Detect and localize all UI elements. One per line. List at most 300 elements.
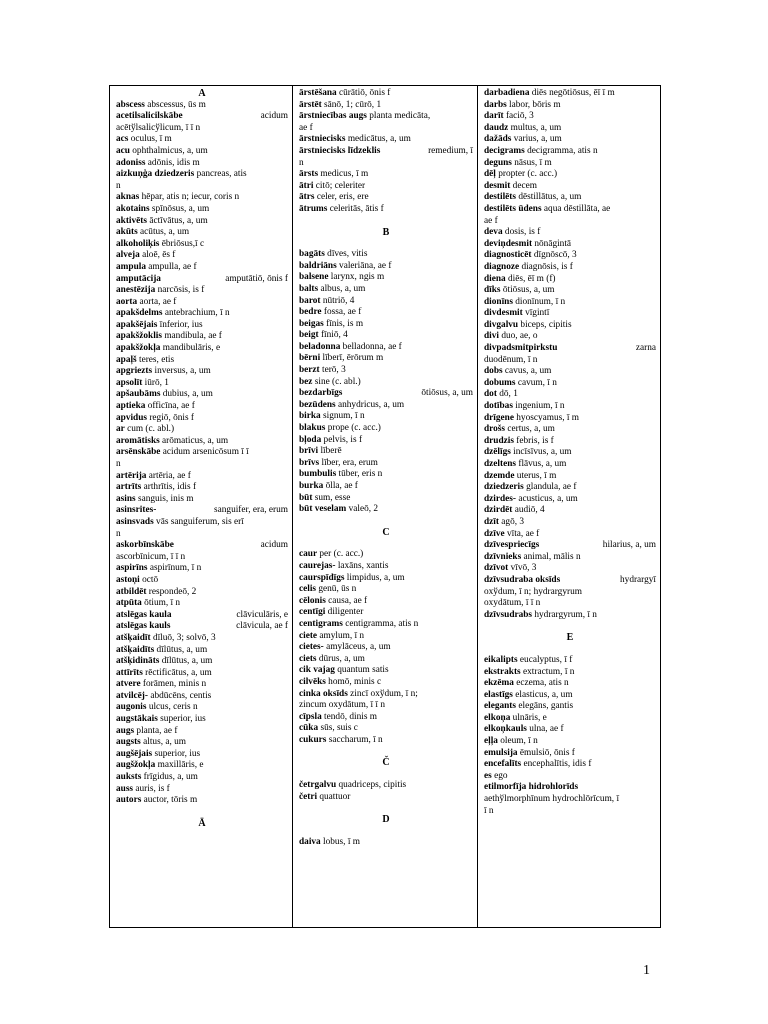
dictionary-entry [116,575,288,587]
entry-definition: anhydricus, a, um [335,399,405,410]
dictionary-entry [299,249,473,261]
section-letter: B [382,226,390,238]
entry-headword: divdesmit [484,308,523,319]
dictionary-entry [116,668,288,680]
dictionary-entry [116,158,288,170]
entry-definition: dosis, is f [502,227,541,238]
entry-headword: augonis [116,702,147,713]
entry-headword: dzīvot [484,563,509,574]
dictionary-entry [299,493,473,505]
dictionary-entry [116,413,288,425]
entry-definition: acidum [260,111,288,122]
entry-headword: beigt [299,330,319,341]
entry-definition: belladonna, ae f [340,341,402,352]
dictionary-entry [484,158,656,170]
entry-headword: asins [116,493,136,504]
dictionary-entry [116,749,288,761]
entry-headword: bļoda [299,434,322,445]
entry-definition: terō, 3 [319,365,346,376]
entry-headword: dēļ [484,169,496,180]
entry-definition: oculus, ī m [128,134,172,145]
entry-headword: ārstēt [299,99,322,110]
entry-headword: caurejas- [299,560,336,571]
entry-definition: aspirīnum, ī n [147,563,202,574]
dictionary-entry [299,481,473,493]
section-letter: C [382,526,390,538]
dictionary-entry [116,610,288,622]
entry-headword: destilēts [484,192,517,203]
entry-definition: labor, bōris m [506,99,561,110]
entry-definition: decigramma, atis n [524,145,598,156]
entry-headword: ekzēma [484,678,514,689]
entry-headword: atvere [116,679,141,690]
dictionary-entry [116,598,288,610]
entry-definition: spīnōsus, a, um [149,203,210,214]
entry-definition: fīnis, is m [323,318,364,329]
entry-definition: uterus, ī m [514,470,557,481]
dictionary-entry [484,250,656,262]
entry-definition: animal, mālis n [521,551,581,562]
dictionary-entry [116,633,288,645]
entry-headword: atpūta [116,598,142,609]
entry-definition: celer, eris, ere [314,192,369,203]
entry-headword: elastīgs [484,689,513,700]
entry-headword: askorbīnskābe [116,540,174,551]
entry-definition: dīluō, 3; solvō, 3 [150,632,216,643]
entry-headword: beigas [299,318,324,329]
dictionary-entry [299,446,473,458]
dictionary-entry [484,459,656,471]
entry-continuation: oxydātum, ī ī n [484,598,541,609]
entry-headword: adoniss [116,157,146,168]
entry-headword: ātrs [299,192,315,203]
entry-continuation: ī n [484,805,494,816]
entry-definition: acūtus, a, um [137,227,190,238]
entry-headword: diena [484,273,506,284]
entry-definition: audiō, 4 [512,505,545,516]
dictionary-entry [116,702,288,714]
dictionary-entry [484,262,656,274]
entry-definition: ampulla, ae f [145,261,197,272]
dictionary-entry [116,726,288,738]
entry-definition: hēpar, atis n; iecur, coris n [139,192,240,203]
entry-headword: drudzis [484,435,514,446]
dictionary-entry [299,619,473,631]
dictionary-entry [484,517,656,529]
entry-headword: darbs [484,99,507,110]
entry-definition: cūrātiō, ōnis f [336,88,391,98]
entry-definition: aorta, ae f [137,296,177,307]
entry-headword: cietes- [299,642,324,653]
entry-headword: dot [484,389,497,400]
entry-headword: eļļa [484,736,498,747]
entry-definition: sum, esse [312,492,351,503]
dictionary-entry [299,365,473,377]
entry-definition: superior, ius [152,748,201,759]
entry-definition: planta medicāta, [366,111,431,122]
entry-headword: ciets [299,653,317,664]
dictionary-entry [116,227,288,239]
dictionary-entry [116,274,288,286]
entry-continuation: oxўdum, ī n; hydrargyrum [484,586,582,597]
entry-definition: dubius, a, um [160,389,213,400]
entry-definition: hydrargyī [620,574,656,585]
dictionary-entry [299,837,473,849]
dictionary-entry [484,748,656,760]
entry-continuation: zincum oxydātum, ī ī n [299,700,385,711]
dictionary-entry [484,308,656,320]
dictionary-entry [116,239,288,251]
dictionary-entry [299,169,473,181]
entry-definition: maxillāris, e [155,760,204,771]
entry-headword: deviņdesmit [484,238,533,249]
entry-headword: apgriezts [116,366,153,377]
dictionary-entry [299,261,473,273]
entry-headword: atvilcēj- [116,690,149,701]
entry-headword: ātrums [299,203,328,214]
entry-headword: augs [116,725,135,736]
dictionary-entry [299,296,473,308]
entry-definition: pancreas, atis [194,169,247,180]
entry-headword: dobums [484,377,516,388]
entry-definition: albus, a, um [318,283,366,294]
entry-headword: asinsrites- [116,505,157,516]
dictionary-entry [484,274,656,286]
column-3 [478,86,660,927]
entry-headword: divi [484,331,499,342]
dictionary-entry [484,505,656,517]
entry-definition: līberī, ērōrum m [320,353,384,364]
entry-headword: dzīvespriecīgs [484,540,540,551]
entry-definition: sūs, suis c [318,723,358,734]
entry-definition: homō, minis c [325,676,382,687]
entry-headword: artrīts [116,482,142,493]
entry-definition: propter (c. acc.) [495,169,558,180]
dictionary-entry [116,760,288,772]
entry-headword: ekstrakts [484,666,521,677]
entry-continuation: n [116,528,121,539]
entry-headword: dzīvnieks [484,551,522,562]
entry-continuation: aethўlmorphīnum hydrochlōrīcum, ī [484,794,620,805]
entry-headword: asinsvads [116,516,154,527]
dictionary-entry [116,784,288,796]
dictionary-entry [484,331,656,343]
entry-headword: apšaubāms [116,389,161,400]
entry-headword: bedre [299,307,322,318]
dictionary-entry [116,262,288,274]
entry-definition: dēstillātus, a, um [516,192,582,203]
section-letter: A [198,88,206,99]
entry-headword: dzirdes- [484,493,517,504]
dictionary-entry [299,353,473,365]
entry-headword: acu [116,145,130,156]
dictionary-entry [116,447,288,459]
entry-definition: varius, a, um [511,134,562,145]
entry-definition: mandibula, ae f [162,331,222,342]
entry-definition: duo, ae, o [499,331,538,342]
entry-headword: aspirīns [116,563,148,574]
entry-headword: amputācija [116,273,161,284]
entry-headword: encefalīts [484,759,522,770]
entry-headword: berzt [299,365,320,376]
entry-definition: acidum arsenicōsum ī ī [160,447,249,458]
dictionary-entry [484,204,656,216]
dictionary-entry [484,320,656,332]
entry-headword: atšķaidīts [116,644,155,655]
entry-definition: fossa, ae f [321,307,362,318]
entry-headword: centīgi [299,607,326,618]
section-letter: E [566,632,574,644]
dictionary-entry [116,494,288,506]
dictionary-entry [299,272,473,284]
entry-definition: nūtriō, 4 [320,295,355,306]
entry-definition: dīlūtus, a, um [159,656,213,667]
entry-headword: cēlonis [299,595,326,606]
entry-headword: dzīt [484,516,499,527]
entry-definition: ēmulsiō, ōnis f [517,747,575,758]
entry-definition: incīsīvus, a, um [510,447,572,458]
dictionary-entry [484,401,656,413]
dictionary-entry [484,724,656,736]
entry-definition: limpidus, a, um [344,572,405,583]
dictionary-entry [484,678,656,690]
dictionary-entry [299,435,473,447]
dictionary-entry [484,482,656,494]
entry-definition: regiō, ōnis f [147,412,195,423]
dictionary-entry [484,123,656,135]
dictionary-entry [299,677,473,689]
entry-definition: glandula, ae f [523,482,577,493]
entry-headword: augsts [116,737,141,748]
entry-headword: daiva [299,836,321,847]
page-number: 1 [643,963,650,978]
entry-headword: destilēts ūdens [484,203,542,214]
entry-definition: inversus, a, um [152,366,211,377]
entry-definition: antebrachium, ī n [162,308,230,319]
entry-headword: dzīvsudraba oksīds [484,574,561,585]
dictionary-entry [484,297,656,309]
dictionary-entry [299,181,473,193]
dictionary-entry [299,411,473,423]
dictionary-table [109,85,661,928]
entry-headword: auksts [116,772,142,783]
dictionary-entry [299,134,473,146]
entry-headword: aknas [116,192,140,203]
entry-definition: superior, ius [157,714,206,725]
entry-definition: vās sanguiferum, sis erī [153,516,244,527]
entry-definition: līberē [318,446,342,457]
dictionary-entry [116,134,288,146]
entry-headword: darbadiena [484,88,530,98]
entry-definition: sānō, 1; cūrō, 1 [321,99,382,110]
entry-headword: bērni [299,353,321,364]
dictionary-entry [484,540,656,552]
entry-definition: saccharum, ī n [326,734,383,745]
dictionary-entry [484,610,656,622]
entry-definition: amputātiō, ōnis f [225,273,288,284]
entry-headword: diagnosticēt [484,250,532,261]
entry-definition: dīlūtus, a, um [154,644,208,655]
entry-definition: octō [139,574,159,585]
dictionary-entry [116,645,288,657]
entry-definition: citō; celeriter [313,180,366,191]
dictionary-entry [116,285,288,297]
entry-definition: eucalyptus, ī f [517,654,573,665]
dictionary-entry [299,665,473,677]
entry-definition: remedium, ī [428,145,473,156]
entry-headword: akotains [116,203,150,214]
entry-definition: diagnōsis, is f [519,261,573,272]
dictionary-entry [116,795,288,807]
entry-definition: auris, is f [133,783,170,794]
dictionary-entry [484,192,656,204]
dictionary-entry [116,772,288,784]
entry-headword: celis [299,584,317,595]
dictionary-entry [116,250,288,262]
dictionary-entry [116,691,288,703]
dictionary-entry [116,424,288,436]
section-letter: Ā [198,817,206,829]
dictionary-entry [299,689,473,701]
dictionary-entry [299,377,473,389]
entry-definition: aqua dēstillāta, ae [541,203,611,214]
dictionary-entry [116,192,288,204]
entry-headword: cik vajag [299,665,335,676]
dictionary-entry [484,782,656,794]
dictionary-entry [484,655,656,667]
entry-headword: apvidus [116,412,148,423]
entry-definition: adōnis, idis m [145,157,200,168]
entry-definition: ōlla, ae f [323,481,358,491]
entry-headword: dažāds [484,134,512,145]
entry-headword: astoņi [116,574,140,585]
dictionary-entry [484,389,656,401]
dictionary-entry [484,552,656,564]
entry-definition: larynx, ngis m [328,272,385,283]
entry-headword: drīgene [484,412,514,423]
entry-headword: birka [299,411,321,422]
entry-headword: artērija [116,470,147,481]
entry-definition: decem [510,180,537,191]
entry-definition: aloē, ēs f [139,250,176,261]
entry-headword: dionīns [484,296,513,307]
entry-headword: brīvs [299,457,320,468]
entry-headword: ārstniecisks līdzeklis [299,145,381,156]
column-2 [293,86,478,927]
entry-definition: valeō, 2 [346,504,379,515]
entry-headword: darīt [484,111,504,122]
dictionary-entry [484,88,656,100]
dictionary-entry [484,424,656,436]
entry-definition: ulna, ae f [526,724,564,735]
entry-definition: nōnāgintā [532,238,572,249]
dictionary-entry [484,736,656,748]
entry-headword: caurspīdīgs [299,572,345,583]
dictionary-entry [116,714,288,726]
entry-headword: aizkuņģa dziedzeris [116,169,195,180]
entry-definition: pelvis, is f [321,434,363,445]
entry-headword: dziedzeris [484,482,524,493]
entry-definition: cavus, a, um [502,366,552,377]
entry-definition: sanguifer, era, erum [214,505,288,516]
entry-definition: medicātus, a, um [345,134,411,145]
entry-headword: četrgalvu [299,780,337,791]
entry-definition: sine (c. abl.) [312,376,361,387]
dictionary-entry [299,192,473,204]
entry-definition: lobus, ī m [320,836,360,847]
entry-headword: deva [484,227,503,238]
dictionary-entry [116,320,288,332]
entry-headword: dzemde [484,470,515,481]
dictionary-entry [299,596,473,608]
entry-continuation: ascorbīnicum, ī ī n [116,551,186,562]
column-1 [110,86,293,927]
dictionary-entry [484,413,656,425]
dictionary-entry [484,563,656,575]
entry-definition: acusticus, a, um [516,493,578,504]
entry-headword: augšējais [116,748,153,759]
entry-headword: bumbulis [299,469,337,480]
entry-definition: clāviculāris, e [236,609,288,620]
dictionary-entry [484,529,656,541]
entry-headword: bezdarbīgs [299,388,343,399]
dictionary-entry [484,667,656,679]
dictionary-entry [484,378,656,390]
entry-headword: acetilsalicilskābe [116,111,183,122]
entry-headword: auss [116,783,134,794]
entry-headword: arsēnskābe [116,447,161,458]
dictionary-entry [299,330,473,342]
entry-headword: bagāts [299,249,325,260]
entry-headword: atšķaidīt [116,632,151,643]
entry-headword: dzīve [484,528,505,539]
entry-headword: abscess [116,99,145,110]
entry-headword: etilmorfīja hidrohlorīds [484,782,579,793]
entry-headword: ampula [116,261,146,272]
dictionary-entry [116,656,288,668]
entry-definition: īnferior, ius [157,319,203,330]
dictionary-entry [116,563,288,575]
entry-definition: causa, ae f [325,595,368,606]
dictionary-entry [484,690,656,702]
entry-definition: encephalītis, idis f [521,759,592,770]
dictionary-entry [116,505,288,517]
dictionary-entry [299,573,473,585]
entry-headword: augšžokļa [116,760,156,771]
dictionary-entry [484,285,656,297]
dictionary-entry [116,100,288,112]
dictionary-entry [116,366,288,378]
entry-definition: līber, era, erum [319,457,378,468]
section-letter: D [382,814,390,826]
dictionary-entry [299,584,473,596]
entry-headword: augstākais [116,714,158,725]
dictionary-entry [484,134,656,146]
dictionary-entry [116,146,288,158]
entry-headword: desmit [484,180,511,191]
entry-headword: elkoņa [484,712,511,723]
entry-definition: ingenium, ī n [512,401,565,412]
entry-continuation: ae f [299,122,313,133]
entry-headword: ārsts [299,169,319,180]
dictionary-entry [299,88,473,100]
entry-definition: acidum [260,540,288,551]
dictionary-entry [116,331,288,343]
entry-definition: biceps, cipitis [518,319,572,330]
entry-definition: āctīvātus, a, um [147,215,208,226]
dictionary-entry [116,204,288,216]
entry-definition: extractum, ī n [520,666,575,677]
